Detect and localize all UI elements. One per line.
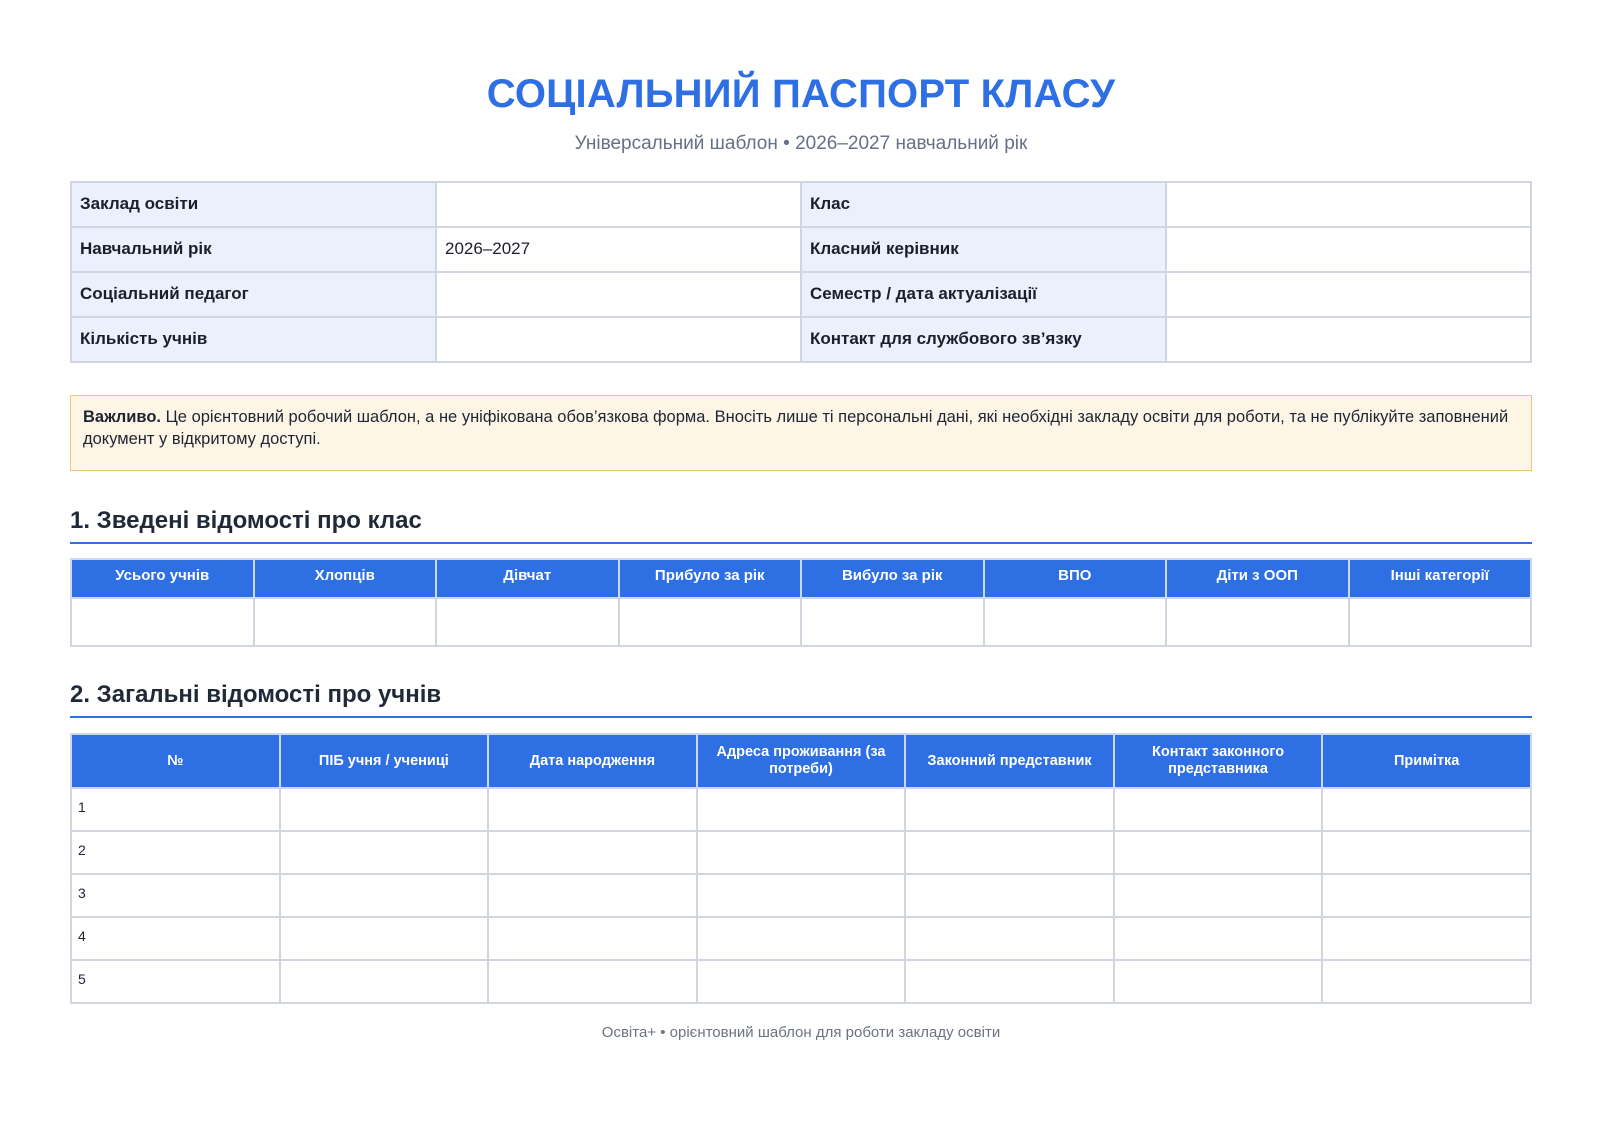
- row-number: 4: [71, 917, 280, 960]
- table-row: [71, 788, 1531, 831]
- table-cell-input[interactable]: [1114, 788, 1323, 831]
- table-cell-input[interactable]: [1114, 917, 1323, 960]
- table-cell-input[interactable]: [1322, 788, 1531, 831]
- table-cell-input[interactable]: [1166, 598, 1349, 646]
- table-cell-input[interactable]: [436, 598, 619, 646]
- section-heading-summary: 1. Зведені відомості про клас: [70, 507, 1532, 544]
- info-value-field[interactable]: [1166, 227, 1531, 272]
- document-page: [70, 0, 1532, 1041]
- row-number: 1: [71, 788, 280, 831]
- table-cell-input[interactable]: [697, 917, 906, 960]
- table-cell-input[interactable]: [1322, 874, 1531, 917]
- info-value-field[interactable]: [1166, 182, 1531, 227]
- table-cell-input[interactable]: [697, 960, 906, 1003]
- column-header: №: [71, 734, 280, 788]
- table-cell-input[interactable]: [1322, 831, 1531, 874]
- table-cell-input[interactable]: [488, 831, 697, 874]
- info-label: Заклад освіти: [71, 182, 436, 227]
- class-summary-table: [70, 558, 1532, 647]
- column-header: Прибуло за рік: [619, 559, 802, 598]
- info-label: Навчальний рік: [71, 227, 436, 272]
- info-label: Контакт для службового зв’язку: [801, 317, 1166, 362]
- table-cell-input[interactable]: [905, 874, 1114, 917]
- table-cell-input[interactable]: [905, 788, 1114, 831]
- column-header: Контакт законного представника: [1114, 734, 1323, 788]
- column-header: Вибуло за рік: [801, 559, 984, 598]
- table-cell-input[interactable]: [1322, 917, 1531, 960]
- row-number: 5: [71, 960, 280, 1003]
- column-header: Діти з ООП: [1166, 559, 1349, 598]
- column-header: ВПО: [984, 559, 1167, 598]
- row-number: 3: [71, 874, 280, 917]
- table-row: [71, 874, 1531, 917]
- info-row: [71, 227, 1531, 272]
- table-row: [71, 598, 1531, 646]
- class-info-table: [70, 181, 1532, 363]
- section-heading-students: 2. Загальні відомості про учнів: [70, 681, 1532, 718]
- table-cell-input[interactable]: [280, 874, 489, 917]
- table-cell-input[interactable]: [984, 598, 1167, 646]
- table-cell-input[interactable]: [488, 917, 697, 960]
- table-cell-input[interactable]: [280, 917, 489, 960]
- info-value-field[interactable]: [1166, 317, 1531, 362]
- column-header: Дівчат: [436, 559, 619, 598]
- table-cell-input[interactable]: [905, 917, 1114, 960]
- info-label: Кількість учнів: [71, 317, 436, 362]
- info-value-field[interactable]: [1166, 272, 1531, 317]
- info-row: [71, 182, 1531, 227]
- info-row: [71, 272, 1531, 317]
- page-footer: Освіта+ • орієнтовний шаблон для роботи закладу освіти: [601, 1024, 1001, 1041]
- info-value-field[interactable]: [436, 272, 801, 317]
- table-row: [71, 831, 1531, 874]
- table-cell-input[interactable]: [280, 788, 489, 831]
- column-header: Законний представник: [905, 734, 1114, 788]
- table-row: [71, 960, 1531, 1003]
- column-header: Інші категорії: [1349, 559, 1532, 598]
- table-cell-input[interactable]: [1322, 960, 1531, 1003]
- important-notice: [70, 395, 1532, 471]
- table-cell-input[interactable]: [697, 788, 906, 831]
- column-header: Усього учнів: [71, 559, 254, 598]
- column-header: ПІБ учня / учениці: [280, 734, 489, 788]
- table-header-row: [71, 559, 1531, 598]
- table-cell-input[interactable]: [801, 598, 984, 646]
- info-value-field[interactable]: [436, 182, 801, 227]
- info-label: Семестр / дата актуалізації: [801, 272, 1166, 317]
- notice-bold-label: Важливо.: [83, 408, 162, 426]
- table-cell-input[interactable]: [280, 960, 489, 1003]
- info-label: Соціальний педагог: [71, 272, 436, 317]
- table-cell-input[interactable]: [697, 831, 906, 874]
- table-cell-input[interactable]: [71, 598, 254, 646]
- column-header: Хлопців: [254, 559, 437, 598]
- info-label: Клас: [801, 182, 1166, 227]
- table-cell-input[interactable]: [254, 598, 437, 646]
- info-label: Класний керівник: [801, 227, 1166, 272]
- table-header-row: [71, 734, 1531, 788]
- info-value-field[interactable]: 2026–2027: [436, 227, 801, 272]
- table-cell-input[interactable]: [1114, 874, 1323, 917]
- table-cell-input[interactable]: [1349, 598, 1532, 646]
- info-row: [71, 317, 1531, 362]
- page-title: СОЦІАЛЬНИЙ ПАСПОРТ КЛАСУ: [486, 72, 1116, 116]
- table-cell-input[interactable]: [619, 598, 802, 646]
- column-header: Примітка: [1322, 734, 1531, 788]
- column-header: Дата народження: [488, 734, 697, 788]
- table-row: [71, 917, 1531, 960]
- row-number: 2: [71, 831, 280, 874]
- table-cell-input[interactable]: [488, 960, 697, 1003]
- table-cell-input[interactable]: [1114, 960, 1323, 1003]
- column-header: Адреса проживання (за потреби): [697, 734, 906, 788]
- students-table: [70, 733, 1532, 1004]
- notice-text: Це орієнтовний робочий шаблон, а не уніфікована обов’язкова форма. Вносіть лише ті персональні дані, які необхідні закладу освіти для роботи, та не публікуйте заповнений документ у відкритому доступі.: [83, 408, 1509, 448]
- table-cell-input[interactable]: [488, 788, 697, 831]
- table-cell-input[interactable]: [1114, 831, 1323, 874]
- table-cell-input[interactable]: [488, 874, 697, 917]
- table-cell-input[interactable]: [905, 960, 1114, 1003]
- page-subtitle: Універсальний шаблон • 2026–2027 навчальний рік: [574, 133, 1028, 154]
- table-cell-input[interactable]: [280, 831, 489, 874]
- table-cell-input[interactable]: [697, 874, 906, 917]
- table-cell-input[interactable]: [905, 831, 1114, 874]
- info-value-field[interactable]: [436, 317, 801, 362]
